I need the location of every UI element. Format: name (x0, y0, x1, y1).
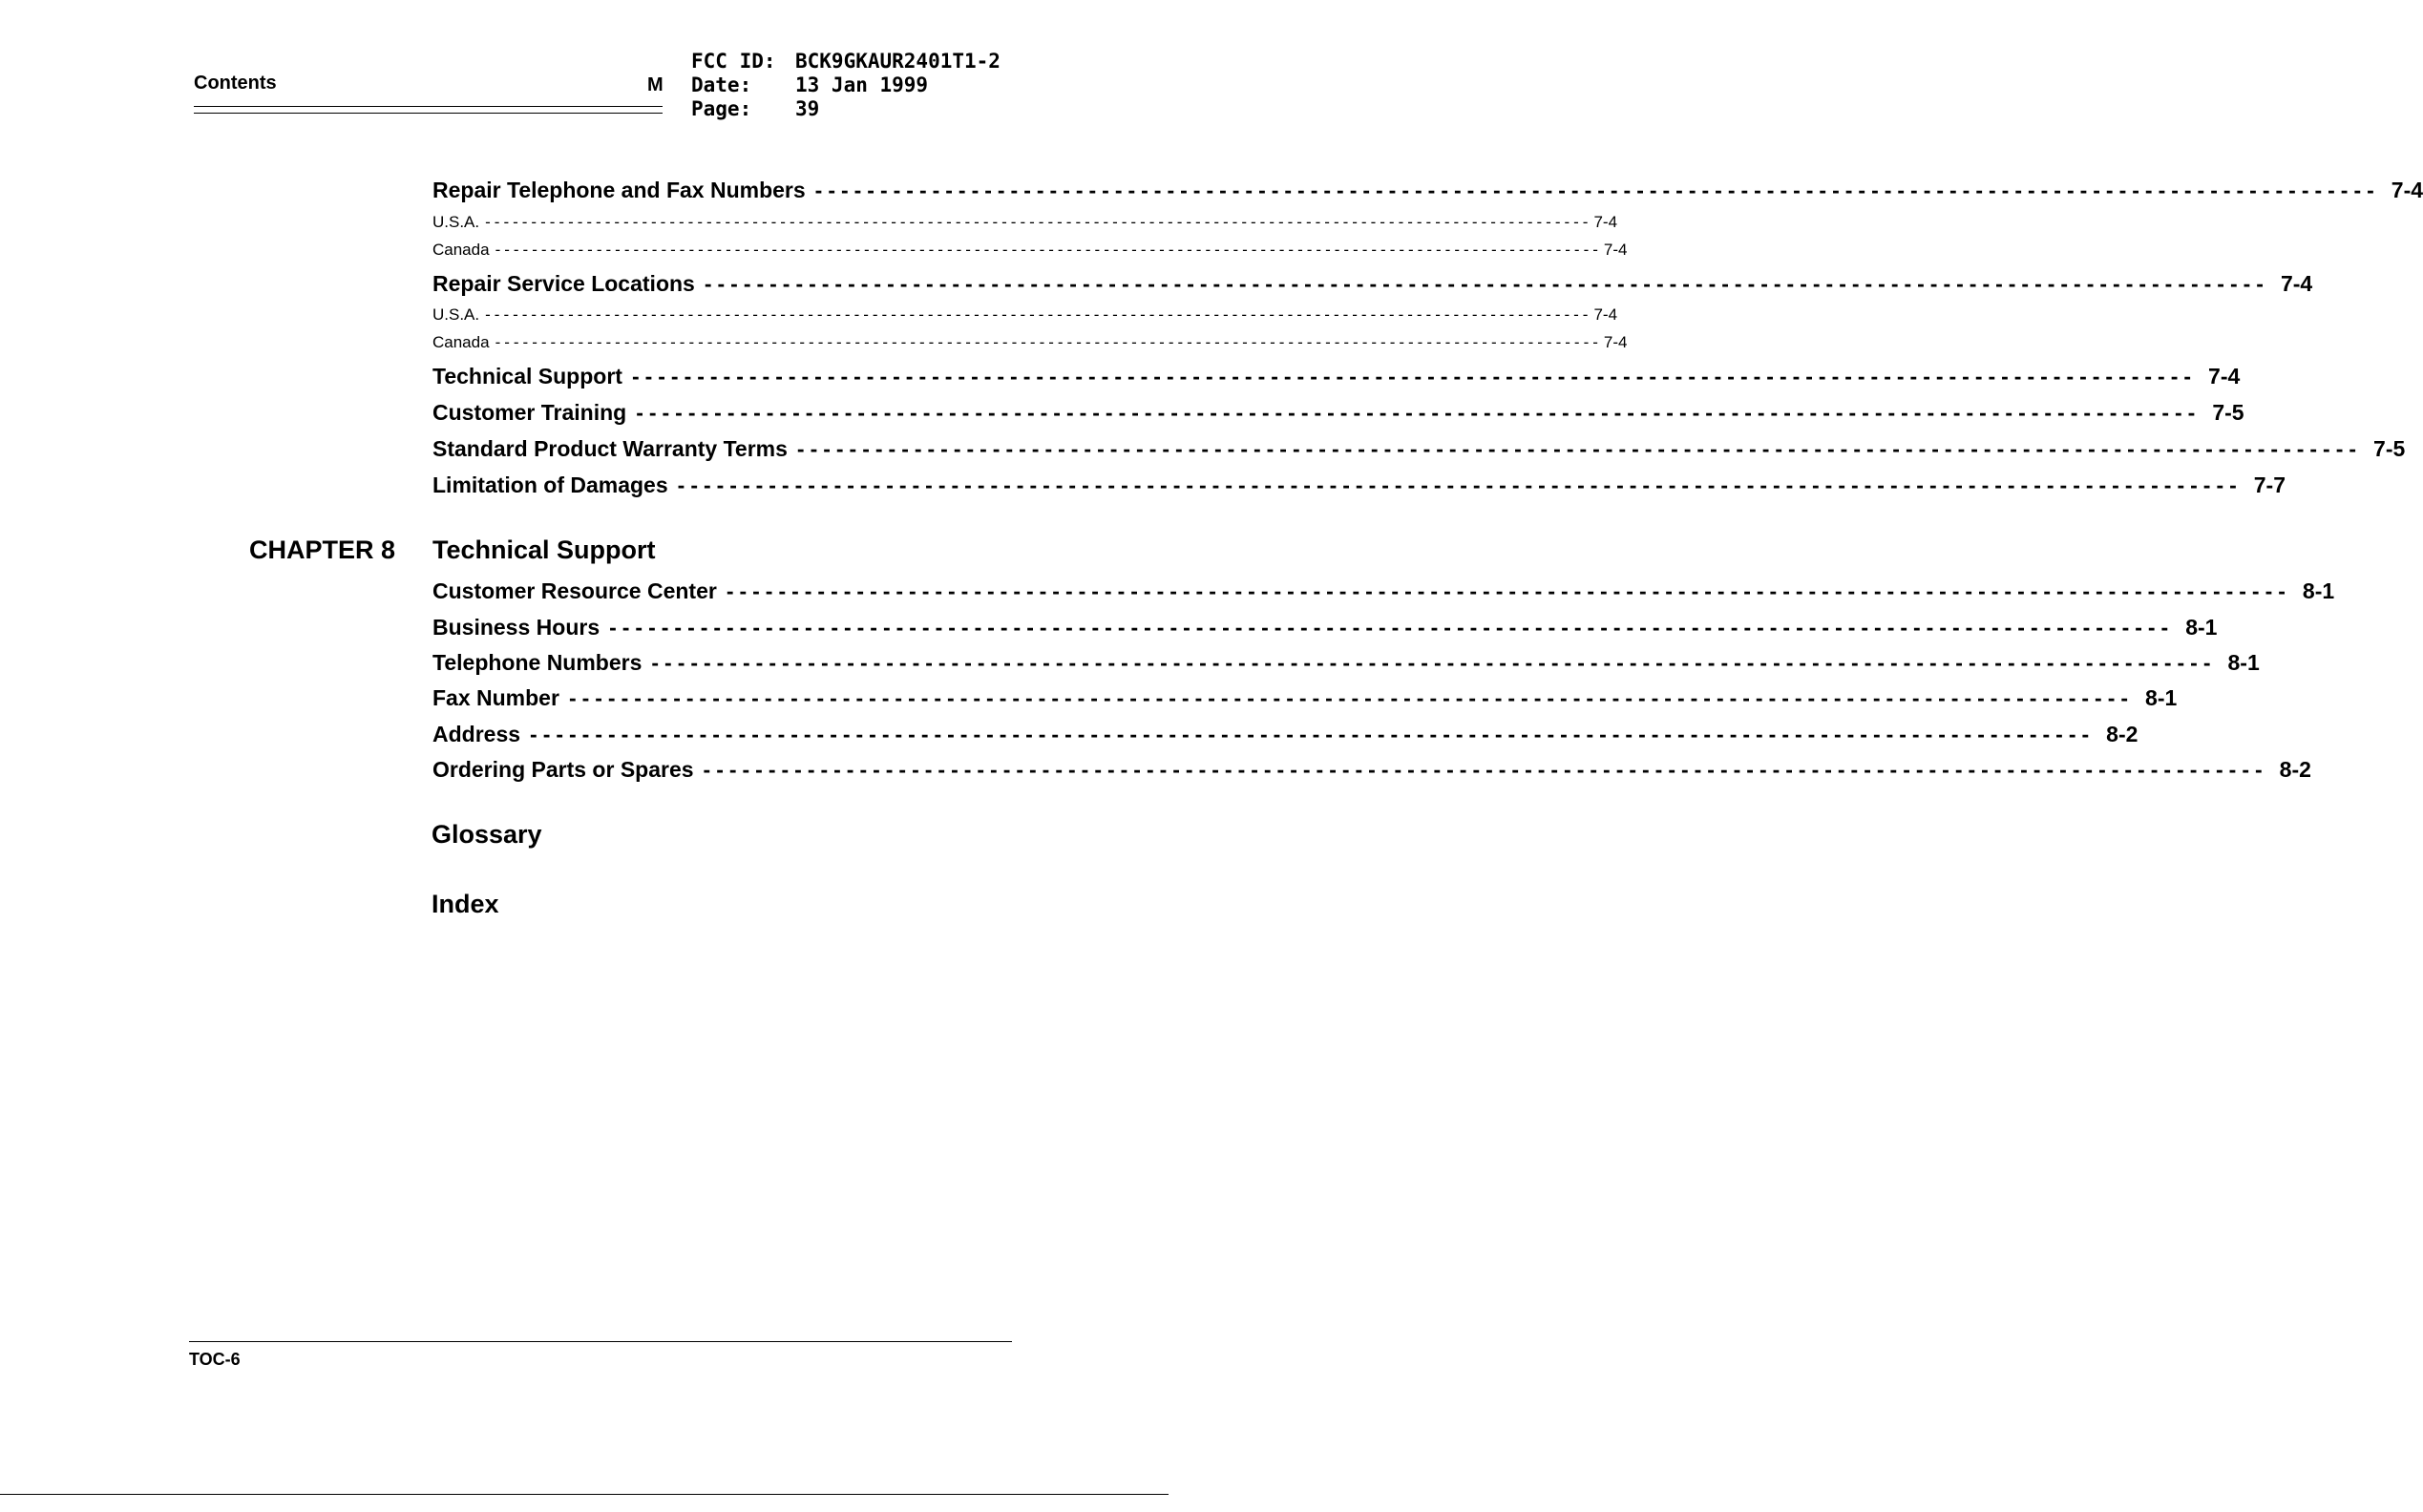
toc-entry-title: Business Hours (432, 615, 600, 640)
toc-entry[interactable] (432, 615, 2218, 640)
toc-subentry[interactable] (432, 241, 1628, 260)
page-label: Page: (691, 97, 752, 120)
toc-entry-title: Fax Number (432, 685, 559, 710)
toc-entry-title: U.S.A. (432, 305, 480, 324)
chapter-label: CHAPTER 8 (249, 536, 396, 564)
toc-entry-page: 7-5 (2212, 400, 2244, 425)
toc-leader: ------------------------------------------------------------------------------------------------------------------------ (814, 178, 2380, 202)
toc-entry-title: Limitation of Damages (432, 472, 668, 497)
toc-entry[interactable] (432, 650, 2260, 676)
running-header-section: Contents (194, 73, 277, 94)
toc-entry-title: Technical Support (432, 364, 622, 388)
fax-stamp (691, 50, 1001, 121)
toc-entry-title: Canada (432, 241, 490, 259)
toc-leader: ------------------------------------------------------------------------------------------------------------------------ (726, 578, 2291, 603)
toc-leader: ------------------------------------------------------------------------------------------------------------------------ (703, 757, 2268, 782)
header-rule-top (194, 106, 663, 107)
date-row (691, 74, 1001, 97)
toc-entry-page: 7-4 (1593, 305, 1618, 324)
toc-leader: ------------------------------------------------------------------------------------------------------------------------ (530, 722, 2096, 746)
toc-entry-page: 7-4 (2391, 178, 2423, 202)
toc-leader: ------------------------------------------------------------------------------------------------------------------------ (568, 685, 2135, 710)
toc-entry-page: 8-1 (2302, 578, 2335, 603)
toc-entry[interactable] (432, 436, 2406, 462)
toc-entry-page: 7-4 (1603, 241, 1628, 259)
date-label: Date: (691, 74, 752, 96)
toc-entry-title: U.S.A. (432, 213, 480, 231)
toc-entry[interactable] (432, 472, 2286, 498)
toc-entry[interactable] (432, 400, 2244, 426)
index-heading[interactable]: Index (432, 890, 499, 918)
fcc-id-label: FCC ID: (691, 50, 776, 73)
toc-entry-title: Customer Training (432, 400, 627, 425)
toc-leader: ------------------------------------------------------------------------------------------------------------------------ (704, 271, 2269, 296)
toc-subentry[interactable] (432, 305, 1618, 325)
toc-entry-page: 7-4 (1593, 213, 1618, 231)
toc-entry-page: 8-2 (2279, 757, 2311, 782)
toc-entry-page: 7-4 (2208, 364, 2241, 388)
toc-entry-page: 7-4 (1603, 333, 1628, 351)
footer-page-label: TOC-6 (189, 1350, 241, 1369)
toc-entry-title: Canada (432, 333, 490, 351)
footer-rule (189, 1341, 1012, 1342)
chapter-title[interactable]: Technical Support (432, 536, 656, 564)
toc-entry[interactable] (432, 685, 2178, 711)
header-rule-bottom (194, 113, 663, 114)
toc-entry[interactable] (432, 178, 2423, 203)
toc-entry-title: Repair Service Locations (432, 271, 695, 296)
toc-leader: ------------------------------------------------------------------------------------------------------------------------ (796, 436, 2363, 461)
toc-entry-title: Address (432, 722, 521, 746)
toc-leader: ------------------------------------------------------------------------------------------------------------------------ (485, 213, 1592, 231)
toc-subentry[interactable] (432, 333, 1628, 352)
page-value: 39 (795, 97, 820, 120)
toc-leader: ------------------------------------------------------------------------------------------------------------------------ (495, 241, 1602, 259)
toc-leader: ------------------------------------------------------------------------------------------------------------------------ (636, 400, 2202, 425)
fcc-id-row (691, 50, 1001, 74)
toc-entry-page: 8-1 (2145, 685, 2178, 710)
toc-entry-title: Telephone Numbers (432, 650, 643, 675)
toc-entry[interactable] (432, 364, 2241, 389)
toc-entry-page: 8-2 (2106, 722, 2139, 746)
toc-entry-page: 7-7 (2253, 472, 2286, 497)
toc-leader: ------------------------------------------------------------------------------------------------------------------------ (485, 305, 1592, 324)
toc-entry-page: 7-4 (2280, 271, 2313, 296)
toc-leader: ------------------------------------------------------------------------------------------------------------------------ (609, 615, 2175, 640)
toc-entry[interactable] (432, 722, 2139, 747)
toc-leader: ------------------------------------------------------------------------------------------------------------------------ (631, 364, 2198, 388)
toc-leader: ------------------------------------------------------------------------------------------------------------------------ (677, 472, 2243, 497)
toc-entry-title: Repair Telephone and Fax Numbers (432, 178, 806, 202)
glossary-heading[interactable]: Glossary (432, 820, 542, 849)
fcc-id-value: BCK9GKAUR2401T1-2 (795, 50, 1001, 73)
toc-entry[interactable] (432, 271, 2313, 297)
toc-entry-title: Ordering Parts or Spares (432, 757, 694, 782)
date-value: 13 Jan 1999 (795, 74, 929, 96)
page-bottom-edge (0, 1494, 1169, 1495)
toc-leader: ------------------------------------------------------------------------------------------------------------------------ (651, 650, 2217, 675)
toc-subentry[interactable] (432, 213, 1618, 232)
header-marker: M (647, 74, 664, 95)
page-row (691, 97, 1001, 121)
toc-entry[interactable] (432, 757, 2311, 783)
toc-entry-title: Standard Product Warranty Terms (432, 436, 788, 461)
toc-entry[interactable] (432, 578, 2335, 604)
toc-entry-title: Customer Resource Center (432, 578, 717, 603)
toc-leader: ------------------------------------------------------------------------------------------------------------------------ (495, 333, 1602, 351)
toc-entry-page: 8-1 (2185, 615, 2218, 640)
toc-entry-page: 7-5 (2373, 436, 2406, 461)
toc-entry-page: 8-1 (2227, 650, 2260, 675)
